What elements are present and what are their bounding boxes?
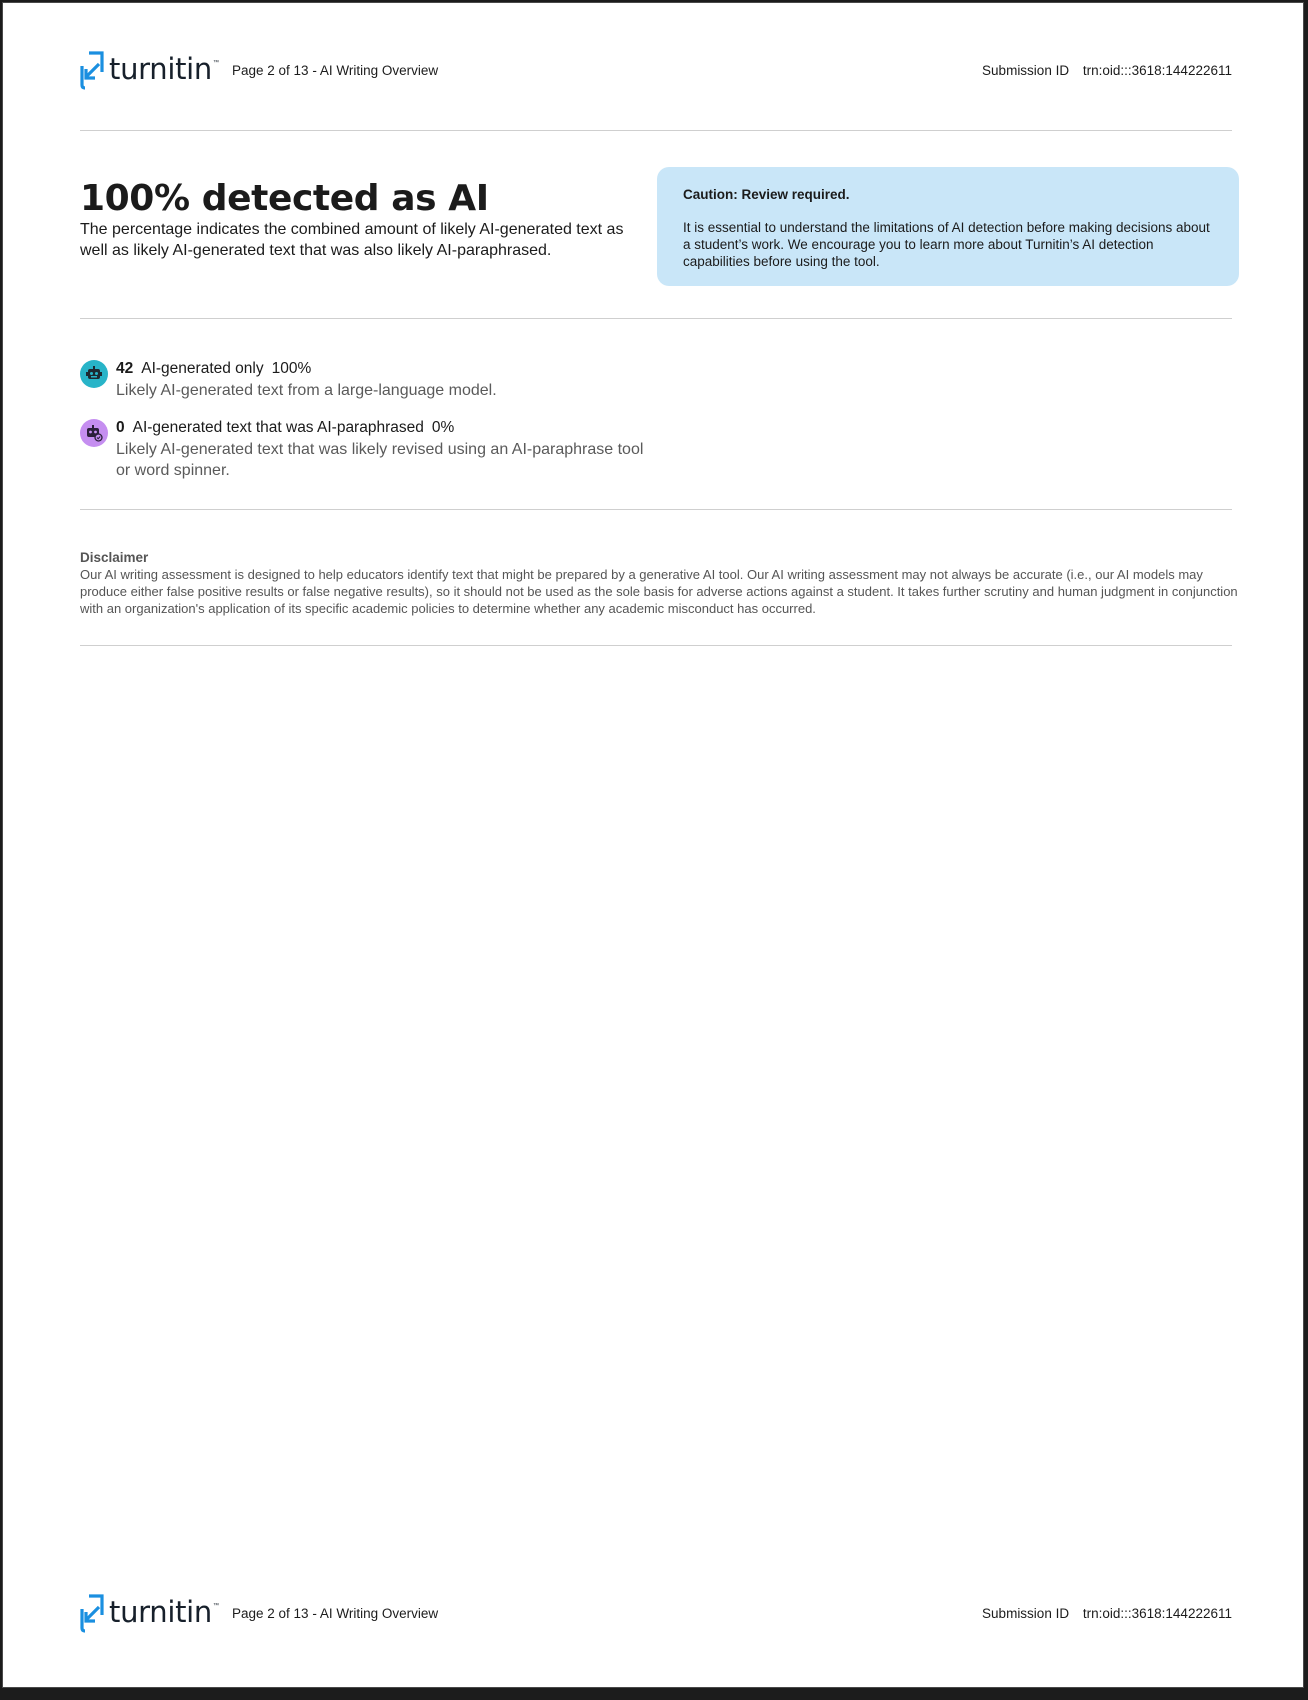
score-description: The percentage indicates the combined amount of likely AI-generated text as well as likely AI-generated text that was also likely AI-paraphrased. [80,221,624,259]
category-label: AI-generated text that was AI-paraphrased [132,419,424,436]
turnitin-logo [80,50,232,90]
submission-id-value: trn:oid:::3618:144222611 [1082,1605,1232,1621]
turnitin-logo-icon [80,50,106,90]
disclaimer [80,550,1238,617]
page-title: 100% detected as AI [80,178,489,219]
caution-body: It is essential to understand the limitations of AI detection before making decisions about a student’s work. We encourage you to learn more about Turnitin’s AI detection capabilities before using the tool. [683,220,1210,269]
divider [80,645,1232,646]
robot-glyph [85,365,103,383]
category-percent: 0% [431,419,455,436]
category-ai-paraphrased [80,418,780,481]
logo-wordmark: turnitin [109,1595,213,1629]
logo-trademark: ™ [213,1603,220,1609]
category-heading [116,359,646,378]
divider [80,509,1232,510]
report-page [2,2,1304,1688]
divider [80,318,1232,319]
page-info: Page 2 of 13 - AI Writing Overview [232,62,439,78]
logo-wordmark: turnitin [109,52,213,86]
page-footer [80,1591,1232,1635]
submission-id-value: trn:oid:::3618:144222611 [1082,62,1232,78]
caution-title: Caution: Review required. [683,187,850,202]
category-heading [116,418,646,437]
robot-paraphrase-glyph [85,424,103,442]
robot-icon [80,360,108,388]
turnitin-logo [80,1593,232,1633]
disclaimer-title: Disclaimer [80,550,149,565]
category-text [116,359,646,401]
submission-id [982,1606,1232,1621]
page-info: Page 2 of 13 - AI Writing Overview [232,1605,439,1621]
category-percent: 100% [271,360,312,377]
robot-paraphrase-icon [80,419,108,447]
divider [80,130,1232,131]
disclaimer-body: Our AI writing assessment is designed to help educators identify text that might be prepared by a generative AI tool. Our AI writing assessment may not always be accurate (i.e., our AI models may produce either false positive results or false negative results), so it should not be used as the sole basis for adverse actions against a student. It takes further scrutiny and human judgment in conjunction with an organization's application of its specific academic policies to determine whether any academic misconduct has occurred. [80,567,1238,616]
category-text [116,418,646,481]
page-header [80,48,1232,92]
turnitin-logo-icon [80,1593,106,1633]
category-label: AI-generated only [141,360,264,377]
submission-id-label: Submission ID [982,62,1070,78]
submission-id [982,63,1232,78]
submission-id-label: Submission ID [982,1605,1070,1621]
category-description: Likely AI-generated text that was likely revised using an AI-paraphrase tool or word spinner. [116,441,644,479]
caution-box [657,167,1239,286]
category-count: 42 [116,360,134,377]
category-count: 0 [116,419,125,436]
category-description: Likely AI-generated text from a large-language model. [116,382,497,399]
category-ai-generated [80,359,780,401]
logo-trademark: ™ [213,60,220,66]
